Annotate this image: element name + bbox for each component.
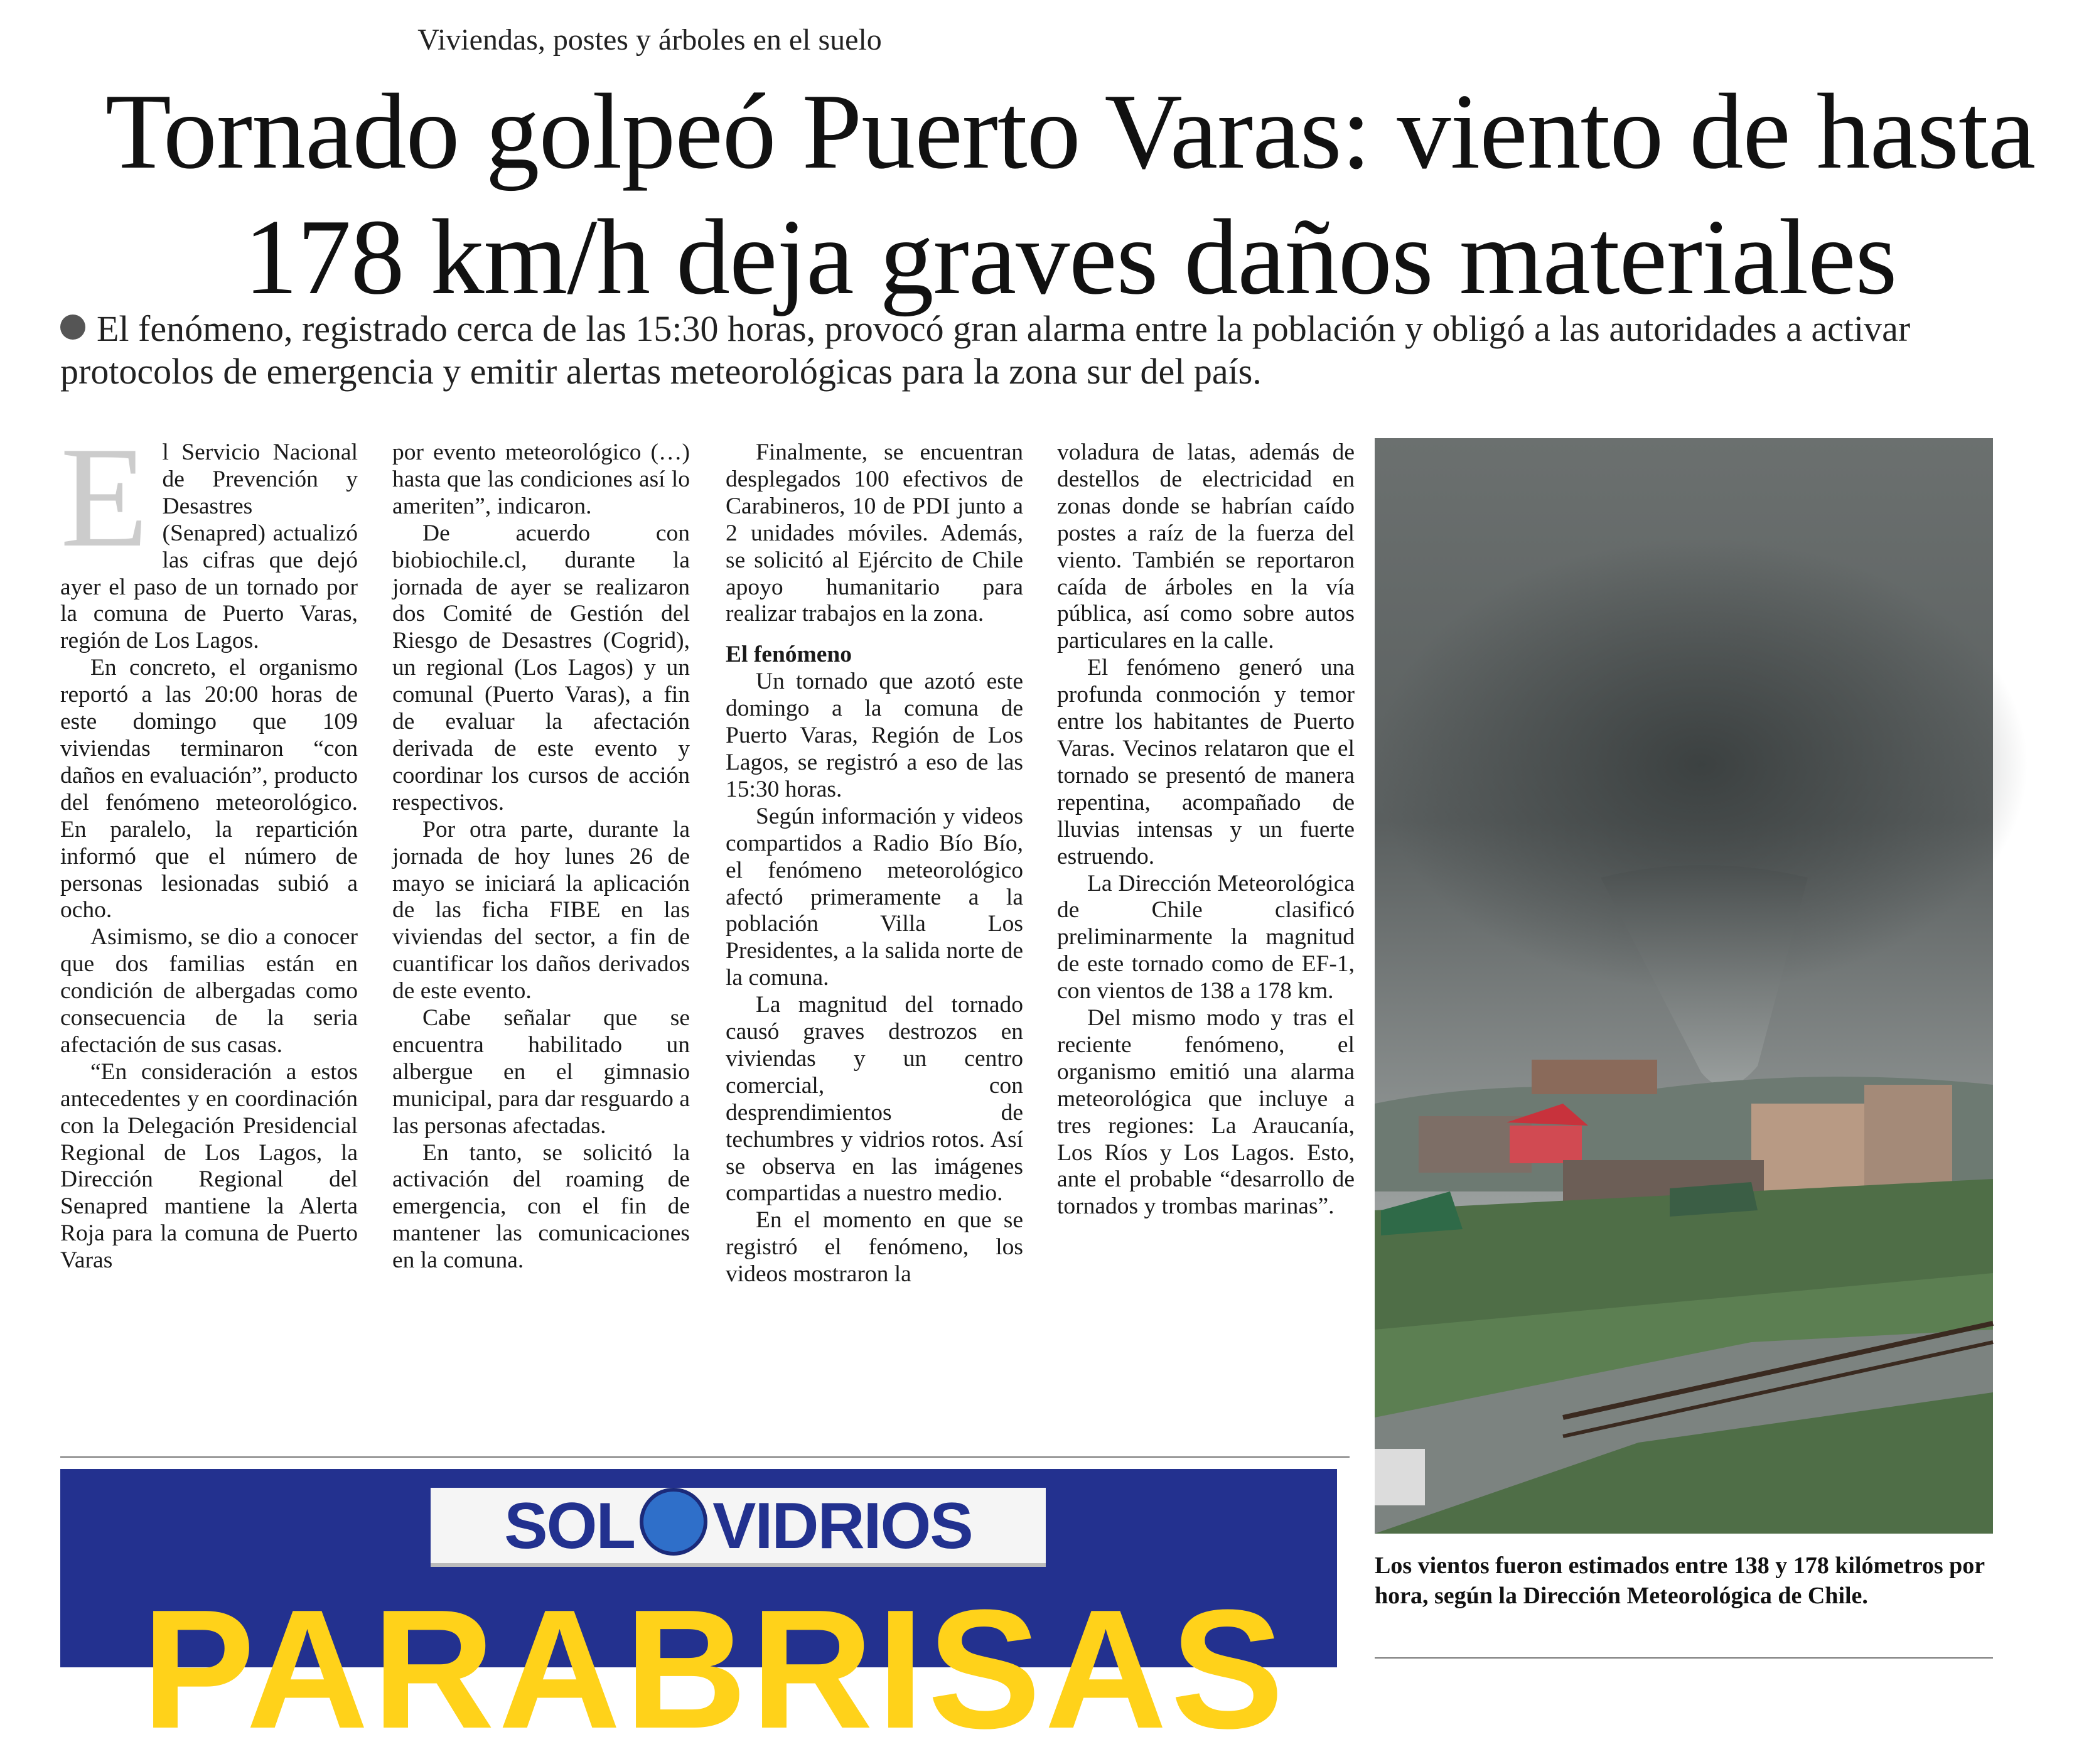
ad-headline: PARABRISAS [142,1575,1288,1764]
photo-caption: Los vientos fueron estimados entre 138 y 178 kilómetros por hora, según la Dirección Meteorológica de Chile. [1375,1552,1985,1609]
article-column-1 [60,417,358,1274]
brand-logo-text-right: VIDRIOS [712,1490,972,1562]
article-paragraph: Del mismo modo y tras el reciente fenómeno, el organismo emitió una alarma meteorológica que incluye a tres regiones: La Araucanía, Los Ríos y Los Lagos. Esto, ante el probable “desarrollo de tornados y trombas marinas”. [1057,1005,1355,1220]
divider [60,1456,1350,1458]
article-paragraph: En tanto, se solicitó la activación del roaming de emergencia, con el fin de mantener las comunicaciones en la comuna. [392,1139,690,1274]
article-column-4 [1057,439,1355,1220]
globe-icon [640,1488,707,1556]
article-paragraph: La magnitud del tornado causó graves destrozos en viviendas y un centro comercial, con desprendimientos de techumbres y vidrios rotos. Así se observa en las imágenes compartidas a nuestro medio. [726,992,1023,1207]
article-paragraph: El fenómeno generó una profunda conmoción y temor entre los habitantes de Puerto Varas. Vecinos relataron que el tornado se presentó de manera repentina, acompañado de lluvias intensas y un fuerte estruendo. [1057,655,1355,869]
article-paragraph: De acuerdo con biobiochile.cl, durante la jornada de ayer se realizaron dos Comité de Gestión del Riesgo de Desastres (Cogrid), un regional (Los Lagos) y un comunal (Puerto Varas), a fin de evaluar la afectación derivada de este evento y coordinar los cursos de acción respectivos. [392,520,690,815]
section-subhead: El fenómeno [726,642,852,668]
article-paragraph: Cabe señalar que se encuentra habilitado un albergue en el gimnasio municipal, para dar resguardo a las personas afectadas. [392,1005,690,1139]
tornado-photo [1375,438,1993,1534]
article-paragraph: Según información y videos compartidos a Radio Bío Bío, el fenómeno meteorológico afectó primeramente a la población Villa Los Presidentes, a la salida norte de la comuna. [726,803,1023,991]
divider [1375,1657,1993,1659]
tornado-photo-illustration [1375,438,1993,1534]
bullet-icon [60,315,85,340]
brand-logo [431,1488,1046,1567]
article-paragraph: En el momento en que se registró el fenómeno, los videos mostraron la [726,1207,1023,1288]
headline-line-1: Tornado golpeó Puerto Varas: viento de hasta [105,72,2036,191]
article-paragraph: Finalmente, se encuentran desplegados 100 efectivos de Carabineros, 10 de PDI junto a 2 unidades móviles. Además, se solicitó al Ejército de Chile apoyo humanitario para realizar trabajos en la zona. [726,439,1023,627]
lead-text: El fenómeno, registrado cerca de las 15:30 horas, provocó gran alarma entre la población y obligó a las autoridades a activar protocolos de emergencia y emitir alertas meteorológicas para la zona sur del país. [60,308,1911,392]
kicker: Viviendas, postes y árboles en el suelo [417,23,882,56]
drop-cap: E [60,417,149,577]
lead-paragraph [60,308,2012,393]
article-column-2 [392,439,690,1274]
article-paragraph: En concreto, el organismo reportó a las 20:00 horas de este domingo que 109 viviendas terminaron “con daños en evaluación”, producto del fenómeno meteorológico. En paralelo, la repartición informó que el número de personas lesionadas subió a ocho. [60,655,358,923]
article-paragraph: voladura de latas, además de destellos de electricidad en zonas donde se habrían caído postes a raíz de la fuerza del viento. También se reportaron caída de árboles en la vía pública, así como sobre autos particulares en la calle. [1057,439,1355,654]
headline-line-2: 178 km/h deja graves daños materiales [244,198,1897,317]
headline [56,69,2084,320]
article-column-3 [726,439,1023,1288]
article-paragraph: Por otra parte, durante la jornada de hoy lunes 26 de mayo se iniciará la aplicación de las ficha FIBE en las viviendas del sector, a fin de cuantificar los daños derivados de este evento. [392,816,690,1004]
article-paragraph: La Dirección Meteorológica de Chile clasificó preliminarmente la magnitud de este tornado como de EF-1, con vientos de 138 a 178 km. [1057,870,1355,1004]
article-paragraph: por evento meteorológico (…) hasta que las condiciones así lo ameriten”, indicaron. [392,439,690,519]
article-paragraph: El Servicio Nacional de Prevención y Desastres (Senapred) actualizó las cifras que dejó ayer el paso de un tornado por la comuna de Puerto Varas, región de Los Lagos. [60,417,358,654]
brand-logo-text-left: SOL [504,1490,635,1562]
article-paragraph: Asimismo, se dio a conocer que dos familias están en condición de albergadas como consecuencia de la seria afectación de sus casas. [60,924,358,1058]
article-paragraph: Un tornado que azotó este domingo a la comuna de Puerto Varas, Región de Los Lagos, se registró a eso de las 15:30 horas. [726,669,1023,802]
advertisement-banner[interactable] [60,1469,1337,1764]
article-paragraph: “En consideración a estos antecedentes y en coordinación con la Delegación Presidencial Regional de Los Lagos, la Dirección Regional del Senapred mantiene la Alerta Roja para la comuna de Puerto Varas [60,1058,358,1274]
